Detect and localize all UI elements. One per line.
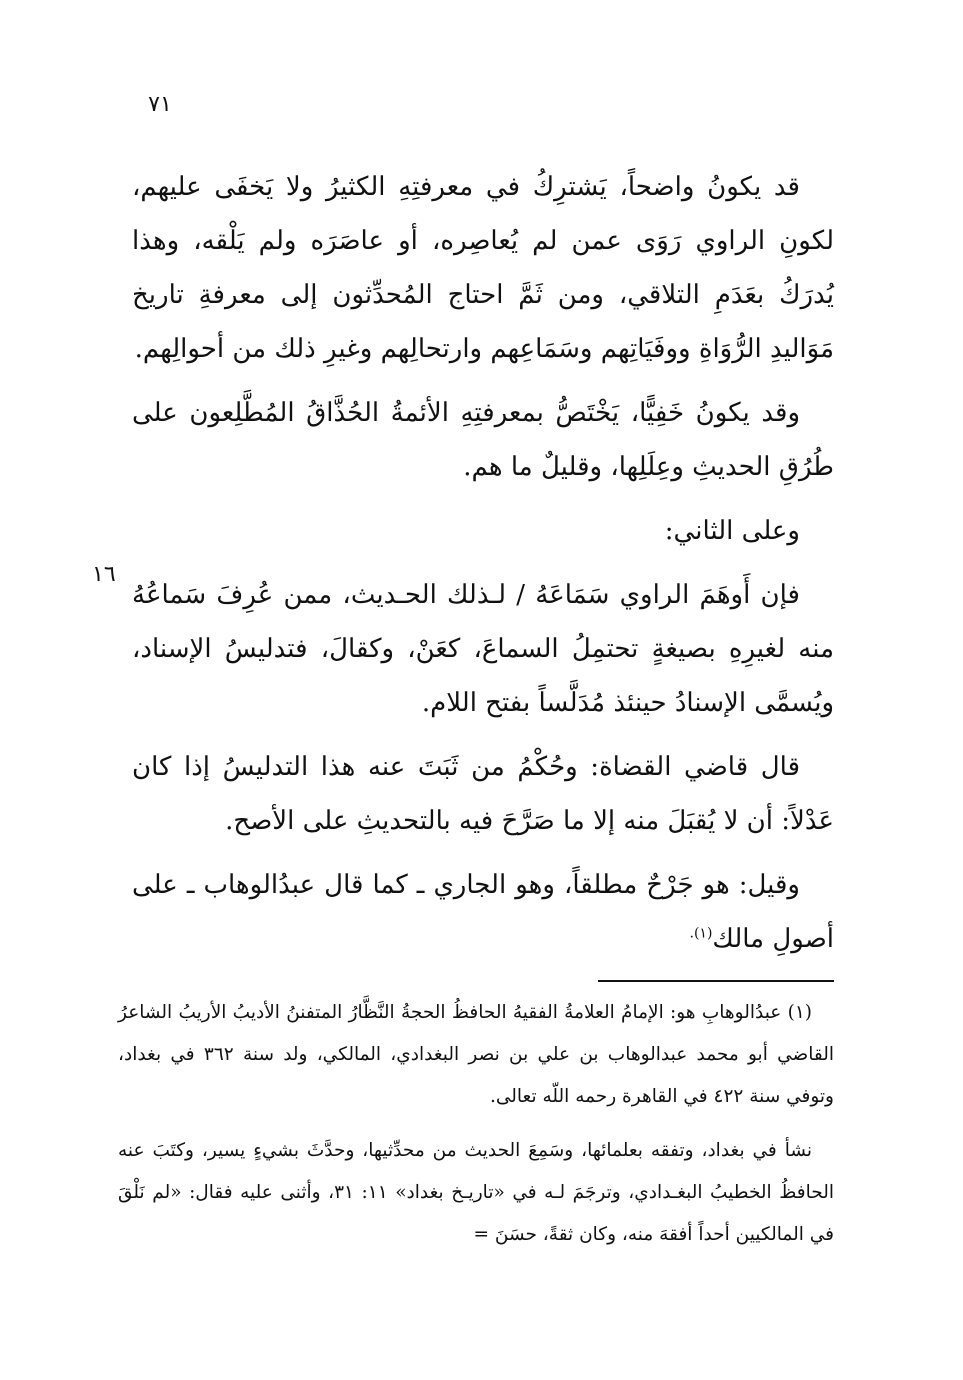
footnote-1: (١) عبدُالوهابِ هو: الإمامُ العلامةُ الفقيهُ الحافظُ الحجةُ النَّظَّارُ المتفننُ الأديبُ الأريبُ الشاعرُ القاضي أبو محمد عبدالوهاب بن علي بن نصر البغدادي، المالكي، ولد سنة ٣٦٢ في بغداد، وتوفي سنة ٤٢٢ في القاهرة رحمه اللّه تعالى. — [118, 1002, 834, 1107]
footnotes-section — [118, 992, 834, 1268]
paragraph-jarh-opinion — [132, 858, 834, 966]
footnote-reference[interactable]: (١). — [689, 925, 713, 942]
paragraph-tadlis-isnad: فإن أَوهَمَ الراوي سَمَاعَهُ / لـذلك الحـديث، ممن عُرِفَ سَماعُهُ منه لغيرِهِ بصيغةٍ تحتمِلُ السماعَ، كعَنْ، وكقالَ، فتدليسُ الإسناد، ويُسمَّى الإسنادُ حينئذ مُدَلَّساً بفتح اللام. — [132, 580, 834, 718]
paragraph-hidden-case: وقد يكونُ خَفِيًّا، يَخْتَصُّ بمعرفتِهِ الأئمةُ الحُذَّاقُ المُطَّلِعون على طُرُقِ الحديثِ وعِلَلِها، وقليلٌ ما هم. — [132, 398, 834, 482]
footnote-divider — [598, 980, 834, 982]
paragraph-qadi-ruling: قال قاضي القضاة: وحُكْمُ من ثَبَتَ عنه هذا التدليسُ إذا كان عَدْلاً: أن لا يُقبَلَ منه إلا ما صَرَّحَ فيه بالتحديثِ على الأصح. — [132, 752, 834, 836]
main-text — [132, 160, 834, 976]
footnote-1-continued: نشأ في بغداد، وتفقه بعلمائها، وسَمِعَ الحديث من محدِّثيها، وحدَّثَ بشيءٍ يسير، وكتَبَ عنه الحافظُ الخطيبُ البغـدادي، وترجَمَ لـه في «تاريـخ بغداد» ١١: ٣١، وأثنى عليه فقال: «لم نَلْقَ في المالكيين أحداً أفقهَ منه، وكان ثقةً، حسَنَ = — [118, 1140, 835, 1245]
paragraph-jarh-text: وقيل: هو جَرْحٌ مطلقاً، وهو الجاري ـ كما قال عبدُالوهاب ـ على أصولِ مالك — [132, 870, 834, 954]
margin-page-marker: ١٦ — [92, 562, 116, 587]
paragraph-second-heading: وعلى الثاني: — [664, 516, 800, 546]
paragraph-clear-case: قد يكونُ واضحاً، يَشترِكُ في معرفتِهِ الكثيرُ ولا يَخفَى عليهم، لكونِ الراوي رَوَى عمن لم يُعاصِره، أو عاصَرَه ولم يَلْقه، وهذا يُدرَكُ بعَدَمِ التلاقي، ومن ثَمَّ احتاج المُحدِّثون إلى معرفةِ تاريخ مَوَاليدِ الرُّوَاةِ ووفَيَاتِهم وسَمَاعِهم وارتحالِهم وغيرِ ذلك من أحوالِهم. — [132, 172, 834, 364]
page-number: ٧١ — [148, 92, 172, 117]
